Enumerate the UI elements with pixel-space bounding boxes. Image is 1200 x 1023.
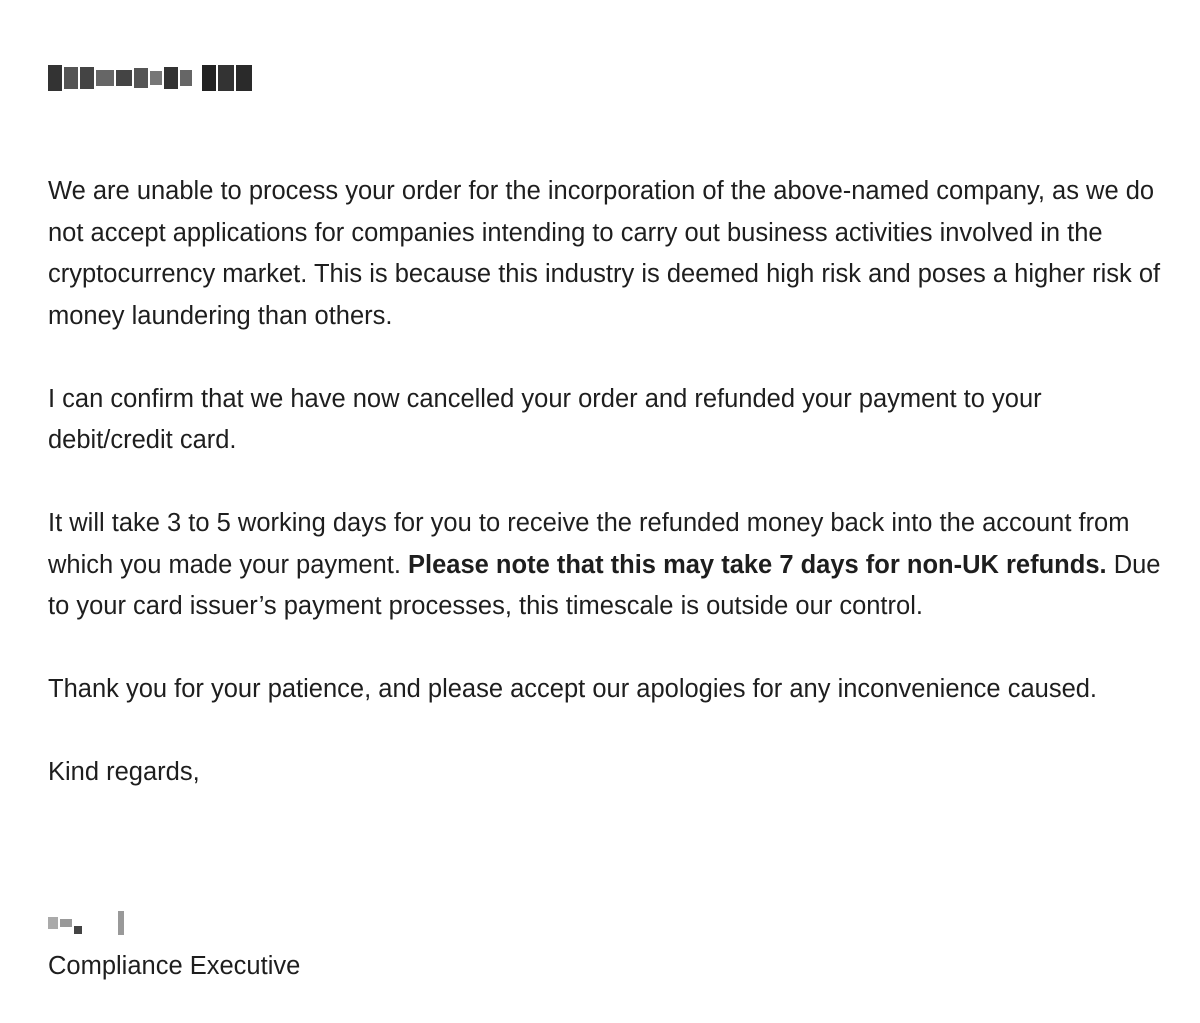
paragraph-refund-timescale [48, 503, 1173, 628]
signature-name-redacted [48, 908, 124, 938]
paragraph-rejection-reason: We are unable to process your order for the incorporation of the above-named company, as we do not accept applications for companies intending to carry out business activities involved in the cryptocurrency market. This is because this industry is deemed high risk and poses a higher risk of money laundering than others. [48, 177, 1161, 330]
paragraph-refund-confirmation: I can confirm that we have now cancelled your order and refunded your payment to your debit/credit card. [48, 384, 1042, 454]
company-name-redacted [48, 60, 252, 96]
paragraph-apology: Thank you for your patience, and please accept our apologies for any inconvenience caused. [48, 675, 1098, 703]
pixelated-redaction [48, 911, 124, 935]
closing-line: Kind regards, [48, 758, 200, 786]
refund-timescale-text: It will take 3 to 5 working days for you to receive the refunded money back into the account from which you made your payment. [48, 509, 1130, 579]
card-issuer-note: Due to your card issuer’s payment processes, this timescale is outside our control. [48, 550, 1161, 620]
signature-job-title: Compliance Executive [48, 952, 301, 980]
pixelated-redaction [48, 65, 252, 91]
non-uk-refund-note: Please note that this may take 7 days for non-UK refunds. [408, 550, 1107, 579]
email-body [48, 171, 1173, 794]
